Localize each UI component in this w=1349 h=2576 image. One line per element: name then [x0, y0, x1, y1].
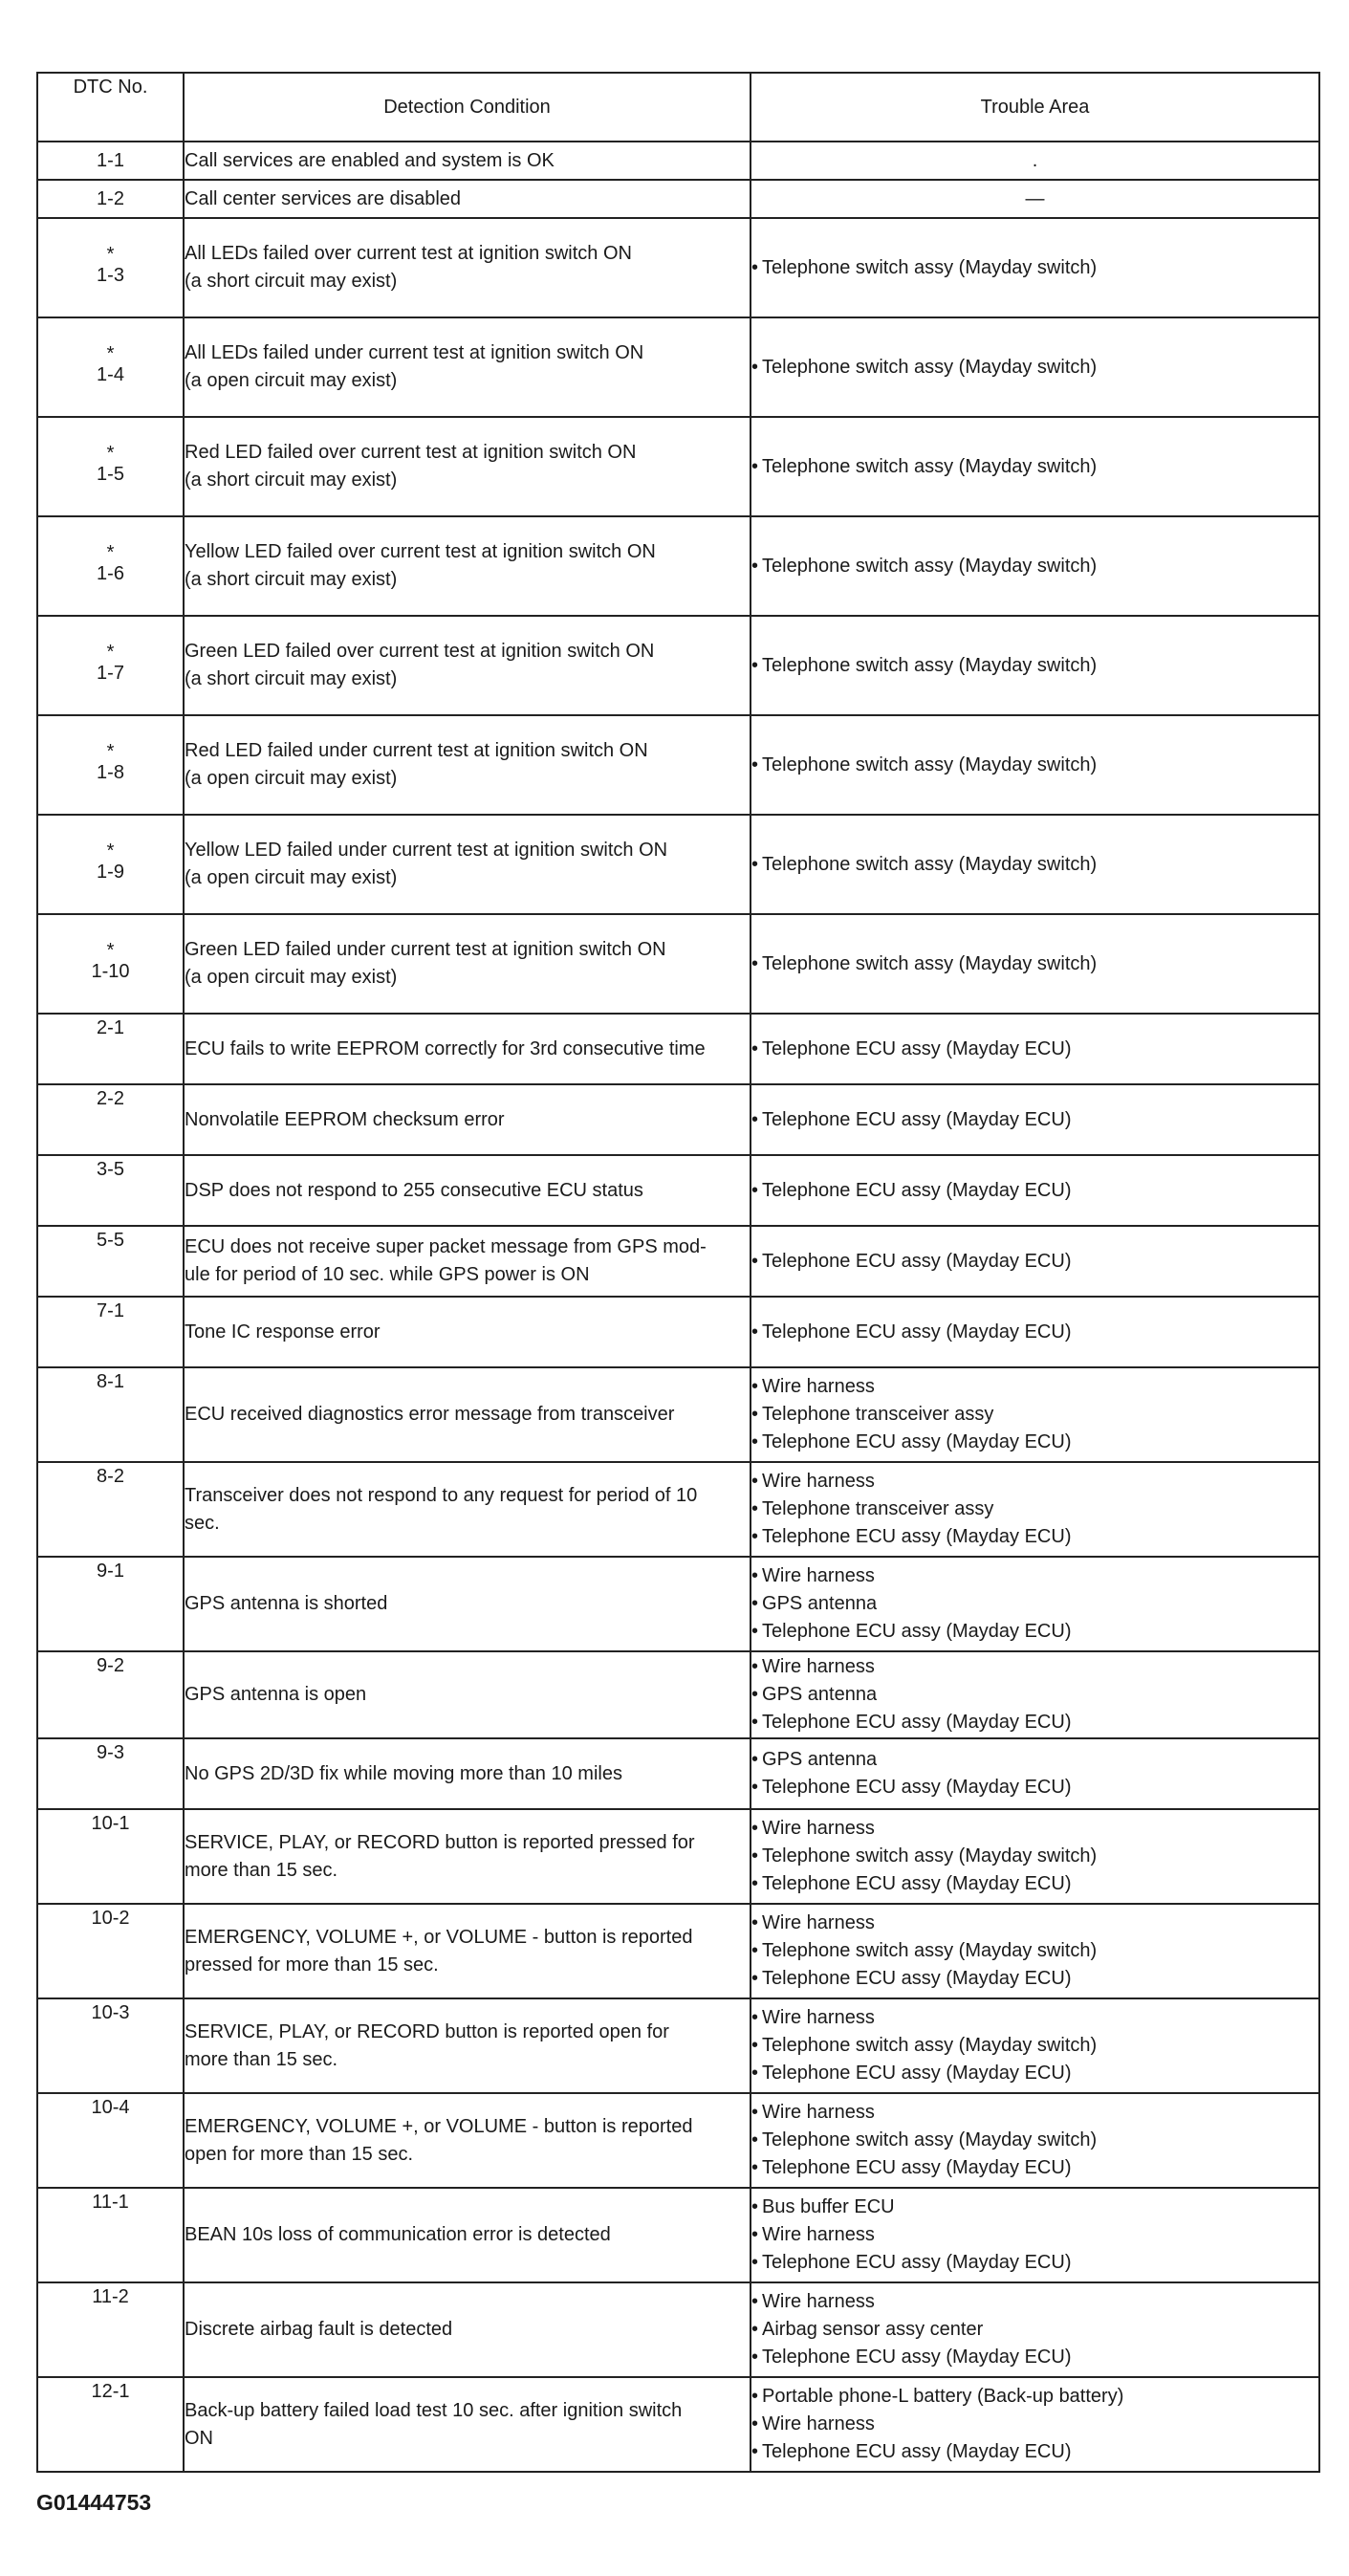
trouble-area-cell [751, 1014, 1319, 1084]
dtc-number: 1-1 [97, 149, 124, 171]
trouble-area-item: • Airbag sensor assy center [751, 2316, 1318, 2344]
dtc-number: 11-1 [92, 2192, 129, 2213]
dtc-number-cell [37, 1155, 184, 1226]
dtc-number-cell [37, 516, 184, 616]
condition-text: All LEDs failed over current test at ignition switch ON [185, 243, 632, 264]
condition-text: Call services are enabled and system is OK [185, 149, 555, 171]
trouble-area-cell [751, 1084, 1319, 1155]
detection-condition-cell [184, 1462, 751, 1557]
dtc-number-cell [37, 1557, 184, 1651]
table-row [37, 2282, 1319, 2377]
table-row [37, 1297, 1319, 1367]
dtc-number: 1-5 [97, 463, 124, 485]
trouble-area-item: • Telephone ECU assy (Mayday ECU) [751, 1709, 1318, 1736]
condition-text: GPS antenna is open [185, 1684, 367, 1705]
condition-text: (a short circuit may exist) [185, 569, 398, 590]
condition-text: ECU does not receive super packet message from GPS mod- [185, 1236, 707, 1257]
condition-text: DSP does not respond to 255 consecutive ECU status [185, 1179, 643, 1201]
dtc-number: 1-8 [97, 761, 124, 783]
trouble-area-cell [751, 2282, 1319, 2377]
condition-text: Red LED failed under current test at ignition switch ON [185, 740, 648, 761]
detection-condition-cell [184, 1297, 751, 1367]
trouble-area-item: • Wire harness [751, 2221, 1318, 2249]
table-row [37, 2377, 1319, 2472]
detection-condition-cell [184, 715, 751, 815]
trouble-area-cell [751, 1155, 1319, 1226]
detection-condition-cell [184, 1226, 751, 1297]
trouble-area-item: • Telephone ECU assy (Mayday ECU) [751, 1177, 1318, 1205]
dtc-number-cell [37, 616, 184, 715]
table-row [37, 218, 1319, 317]
trouble-area-item: • Telephone ECU assy (Mayday ECU) [751, 2249, 1318, 2277]
condition-text: Discrete airbag fault is detected [185, 2319, 453, 2340]
table-row [37, 2188, 1319, 2282]
trouble-area-item: • Telephone ECU assy (Mayday ECU) [751, 1774, 1318, 1801]
condition-text: Yellow LED failed over current test at ignition switch ON [185, 541, 656, 562]
dtc-number-cell [37, 1084, 184, 1155]
detection-condition-cell [184, 914, 751, 1014]
detection-condition-cell [184, 218, 751, 317]
condition-text: (a short circuit may exist) [185, 271, 398, 292]
trouble-area-cell [751, 1226, 1319, 1297]
detection-condition-cell [184, 1155, 751, 1226]
dtc-number-cell [37, 1367, 184, 1462]
header-dtc-no: DTC No. [37, 73, 184, 142]
dtc-number: 1-6 [97, 562, 124, 584]
dtc-number-cell [37, 1738, 184, 1809]
condition-text: GPS antenna is shorted [185, 1593, 388, 1614]
dtc-number: 11-2 [92, 2286, 129, 2307]
condition-text: (a open circuit may exist) [185, 867, 398, 888]
asterisk-mark: * [106, 641, 115, 663]
dtc-number: 9-2 [97, 1655, 124, 1676]
trouble-area-cell [751, 317, 1319, 417]
dtc-table [36, 72, 1320, 2473]
trouble-area-item: • Telephone switch assy (Mayday switch) [751, 851, 1318, 879]
table-row [37, 1557, 1319, 1651]
trouble-area-item: • Telephone switch assy (Mayday switch) [751, 1843, 1318, 1870]
trouble-area-cell [751, 815, 1319, 914]
condition-text: more than 15 sec. [185, 1859, 338, 1881]
detection-condition-cell [184, 1014, 751, 1084]
trouble-area-item: • Wire harness [751, 1562, 1318, 1590]
trouble-area-item: • Telephone ECU assy (Mayday ECU) [751, 1106, 1318, 1134]
condition-text: EMERGENCY, VOLUME +, or VOLUME - button is reported [185, 2115, 693, 2137]
detection-condition-cell [184, 417, 751, 516]
table-row [37, 1155, 1319, 1226]
trouble-area-item: • Telephone switch assy (Mayday switch) [751, 2032, 1318, 2060]
trouble-area-item: • Telephone ECU assy (Mayday ECU) [751, 1870, 1318, 1898]
trouble-area-item: • Telephone switch assy (Mayday switch) [751, 553, 1318, 580]
dtc-number-cell [37, 1014, 184, 1084]
trouble-area-item: • Wire harness [751, 1653, 1318, 1681]
detection-condition-cell [184, 1651, 751, 1738]
condition-text: ule for period of 10 sec. while GPS power is ON [185, 1264, 590, 1285]
dtc-number-cell [37, 317, 184, 417]
condition-text: sec. [185, 1512, 220, 1534]
trouble-area-item: • Telephone switch assy (Mayday switch) [751, 1937, 1318, 1965]
detection-condition-cell [184, 1904, 751, 1998]
trouble-area-item: • Wire harness [751, 1815, 1318, 1843]
table-row [37, 516, 1319, 616]
condition-text: (a open circuit may exist) [185, 768, 398, 789]
trouble-area-item: • Telephone switch assy (Mayday switch) [751, 950, 1318, 978]
header-trouble-area: Trouble Area [751, 73, 1319, 142]
table-row [37, 1809, 1319, 1904]
asterisk-mark: * [106, 740, 115, 762]
trouble-area-item: • GPS antenna [751, 1590, 1318, 1618]
dtc-number-cell [37, 1462, 184, 1557]
trouble-area-cell [751, 218, 1319, 317]
trouble-area-cell [751, 516, 1319, 616]
detection-condition-cell [184, 1998, 751, 2093]
trouble-area-item: • Telephone switch assy (Mayday switch) [751, 453, 1318, 481]
header-detection-condition: Detection Condition [184, 73, 751, 142]
trouble-area-item: • Telephone ECU assy (Mayday ECU) [751, 1248, 1318, 1276]
trouble-area-cell [751, 1557, 1319, 1651]
detection-condition-cell [184, 1738, 751, 1809]
trouble-area-cell [751, 1738, 1319, 1809]
dtc-number-cell [37, 2377, 184, 2472]
trouble-area-cell [751, 914, 1319, 1014]
trouble-area-cell [751, 715, 1319, 815]
dtc-number: 10-3 [91, 2002, 130, 2023]
trouble-area-cell [751, 1297, 1319, 1367]
trouble-area-cell [751, 2188, 1319, 2282]
condition-text: (a short circuit may exist) [185, 668, 398, 689]
asterisk-mark: * [106, 243, 115, 265]
trouble-area-item: • Wire harness [751, 1910, 1318, 1937]
dtc-number: 10-1 [91, 1813, 130, 1834]
condition-text: Transceiver does not respond to any request for period of 10 [185, 1484, 698, 1506]
dtc-number-cell [37, 1651, 184, 1738]
trouble-area-item: — [1025, 187, 1045, 209]
detection-condition-cell [184, 1084, 751, 1155]
trouble-area-cell [751, 2377, 1319, 2472]
trouble-area-item: • Telephone transceiver assy [751, 1401, 1318, 1429]
dtc-number-cell [37, 914, 184, 1014]
trouble-area-item: • Telephone ECU assy (Mayday ECU) [751, 1523, 1318, 1551]
condition-text: SERVICE, PLAY, or RECORD button is reported open for [185, 2020, 669, 2042]
trouble-area-item: • Telephone switch assy (Mayday switch) [751, 2127, 1318, 2154]
dtc-number-cell [37, 1904, 184, 1998]
dtc-number-cell [37, 2188, 184, 2282]
trouble-area-item: • Telephone ECU assy (Mayday ECU) [751, 1965, 1318, 1993]
table-row [37, 1998, 1319, 2093]
dtc-number-cell [37, 218, 184, 317]
asterisk-mark: * [106, 541, 115, 563]
table-row [37, 1904, 1319, 1998]
dtc-number-cell [37, 2093, 184, 2188]
asterisk-mark: * [106, 939, 115, 961]
trouble-area-item: • Telephone switch assy (Mayday switch) [751, 652, 1318, 680]
detection-condition-cell [184, 616, 751, 715]
dtc-number: 1-2 [97, 187, 124, 209]
table-row [37, 1651, 1319, 1738]
detection-condition-cell [184, 2377, 751, 2472]
trouble-area-item: • Telephone ECU assy (Mayday ECU) [751, 1618, 1318, 1646]
trouble-area-item: • Telephone transceiver assy [751, 1495, 1318, 1523]
dtc-number-cell [37, 1297, 184, 1367]
trouble-area-cell [751, 1904, 1319, 1998]
detection-condition-cell [184, 1557, 751, 1651]
dtc-number: 3-5 [97, 1159, 124, 1180]
trouble-area-item: • Telephone switch assy (Mayday switch) [751, 254, 1318, 282]
dtc-number: 9-3 [97, 1742, 124, 1763]
asterisk-mark: * [106, 342, 115, 364]
trouble-area-item: • Wire harness [751, 2288, 1318, 2316]
condition-text: ECU received diagnostics error message from transceiver [185, 1404, 675, 1425]
table-row [37, 417, 1319, 516]
condition-text: SERVICE, PLAY, or RECORD button is reported pressed for [185, 1831, 695, 1853]
condition-text: Nonvolatile EEPROM checksum error [185, 1108, 505, 1130]
dtc-number-cell [37, 2282, 184, 2377]
dtc-number: 5-5 [97, 1230, 124, 1251]
condition-text: Call center services are disabled [185, 187, 462, 209]
detection-condition-cell [184, 2093, 751, 2188]
dtc-number: 2-1 [97, 1017, 124, 1038]
detection-condition-cell [184, 180, 751, 218]
table-row [37, 616, 1319, 715]
dtc-number: 12-1 [91, 2381, 130, 2402]
table-row [37, 317, 1319, 417]
condition-text: No GPS 2D/3D fix while moving more than 10 miles [185, 1762, 622, 1784]
table-row [37, 180, 1319, 218]
condition-text: Back-up battery failed load test 10 sec. after ignition switch [185, 2399, 683, 2421]
trouble-area-item: • Telephone ECU assy (Mayday ECU) [751, 2060, 1318, 2087]
dtc-number-cell [37, 815, 184, 914]
trouble-area-item: • GPS antenna [751, 1681, 1318, 1709]
trouble-area-cell [751, 142, 1319, 180]
condition-text: ECU fails to write EEPROM correctly for 3rd consecutive time [185, 1037, 706, 1059]
trouble-area-item: • Telephone ECU assy (Mayday ECU) [751, 1319, 1318, 1346]
header-row [37, 73, 1319, 142]
dtc-number-cell [37, 1226, 184, 1297]
trouble-area-cell [751, 616, 1319, 715]
trouble-area-cell [751, 417, 1319, 516]
trouble-area-item: • Portable phone-L battery (Back-up battery) [751, 2383, 1318, 2411]
condition-text: Green LED failed under current test at ignition switch ON [185, 939, 666, 960]
dtc-number: 8-1 [97, 1371, 124, 1392]
trouble-area-item: • Wire harness [751, 2004, 1318, 2032]
condition-text: pressed for more than 15 sec. [185, 1954, 439, 1976]
trouble-area-item: • Telephone ECU assy (Mayday ECU) [751, 1036, 1318, 1063]
detection-condition-cell [184, 317, 751, 417]
dtc-number: 2-2 [97, 1088, 124, 1109]
table-row [37, 815, 1319, 914]
trouble-area-cell [751, 1367, 1319, 1462]
trouble-area-item: • Wire harness [751, 1468, 1318, 1495]
condition-text: BEAN 10s loss of communication error is detected [185, 2224, 611, 2245]
condition-text: (a open circuit may exist) [185, 370, 398, 391]
dtc-number: 1-3 [97, 264, 124, 286]
trouble-area-item: . [1032, 149, 1038, 171]
trouble-area-item: • Telephone ECU assy (Mayday ECU) [751, 2438, 1318, 2466]
trouble-area-item: • Bus buffer ECU [751, 2194, 1318, 2221]
dtc-number-cell [37, 417, 184, 516]
trouble-area-cell [751, 1462, 1319, 1557]
table-row [37, 1738, 1319, 1809]
table-row [37, 2093, 1319, 2188]
table-row [37, 715, 1319, 815]
dtc-number: 1-10 [91, 960, 130, 982]
table-row [37, 1462, 1319, 1557]
condition-text: Yellow LED failed under current test at ignition switch ON [185, 840, 668, 861]
condition-text: All LEDs failed under current test at ignition switch ON [185, 342, 644, 363]
dtc-number-cell [37, 142, 184, 180]
trouble-area-item: • Telephone switch assy (Mayday switch) [751, 752, 1318, 779]
dtc-number-cell [37, 715, 184, 815]
table-row [37, 914, 1319, 1014]
condition-text: open for more than 15 sec. [185, 2143, 414, 2165]
dtc-number: 10-4 [91, 2097, 130, 2118]
trouble-area-cell [751, 1998, 1319, 2093]
table-row [37, 142, 1319, 180]
dtc-number: 7-1 [97, 1300, 124, 1321]
trouble-area-item: • Telephone ECU assy (Mayday ECU) [751, 1429, 1318, 1456]
trouble-area-item: • Telephone ECU assy (Mayday ECU) [751, 2154, 1318, 2182]
table-row [37, 1226, 1319, 1297]
detection-condition-cell [184, 1809, 751, 1904]
trouble-area-cell [751, 2093, 1319, 2188]
condition-text: more than 15 sec. [185, 2048, 338, 2070]
condition-text: (a open circuit may exist) [185, 967, 398, 988]
dtc-number: 8-2 [97, 1466, 124, 1487]
condition-text: Green LED failed over current test at ignition switch ON [185, 641, 655, 662]
trouble-area-item: • GPS antenna [751, 1746, 1318, 1774]
condition-text: Tone IC response error [185, 1321, 381, 1343]
condition-text: (a short circuit may exist) [185, 469, 398, 491]
detection-condition-cell [184, 2188, 751, 2282]
table-row [37, 1014, 1319, 1084]
figure-code: G01444753 [36, 2490, 152, 2515]
condition-text: ON [185, 2427, 213, 2449]
table-row [37, 1367, 1319, 1462]
trouble-area-cell [751, 1651, 1319, 1738]
dtc-number: 1-7 [97, 662, 124, 684]
dtc-number: 10-2 [91, 1908, 130, 1929]
dtc-number-cell [37, 1998, 184, 2093]
dtc-number: 1-4 [97, 363, 124, 385]
detection-condition-cell [184, 516, 751, 616]
detection-condition-cell [184, 815, 751, 914]
dtc-number: 1-9 [97, 861, 124, 883]
trouble-area-cell [751, 180, 1319, 218]
table-row [37, 1084, 1319, 1155]
dtc-number: 9-1 [97, 1561, 124, 1582]
trouble-area-item: • Wire harness [751, 1373, 1318, 1401]
condition-text: EMERGENCY, VOLUME +, or VOLUME - button is reported [185, 1926, 693, 1948]
dtc-number-cell [37, 180, 184, 218]
detection-condition-cell [184, 2282, 751, 2377]
detection-condition-cell [184, 142, 751, 180]
asterisk-mark: * [106, 442, 115, 464]
asterisk-mark: * [106, 840, 115, 862]
trouble-area-item: • Telephone switch assy (Mayday switch) [751, 354, 1318, 382]
trouble-area-item: • Telephone ECU assy (Mayday ECU) [751, 2344, 1318, 2371]
trouble-area-item: • Wire harness [751, 2099, 1318, 2127]
trouble-area-cell [751, 1809, 1319, 1904]
trouble-area-item: • Wire harness [751, 2411, 1318, 2438]
condition-text: Red LED failed over current test at ignition switch ON [185, 442, 637, 463]
dtc-number-cell [37, 1809, 184, 1904]
detection-condition-cell [184, 1367, 751, 1462]
